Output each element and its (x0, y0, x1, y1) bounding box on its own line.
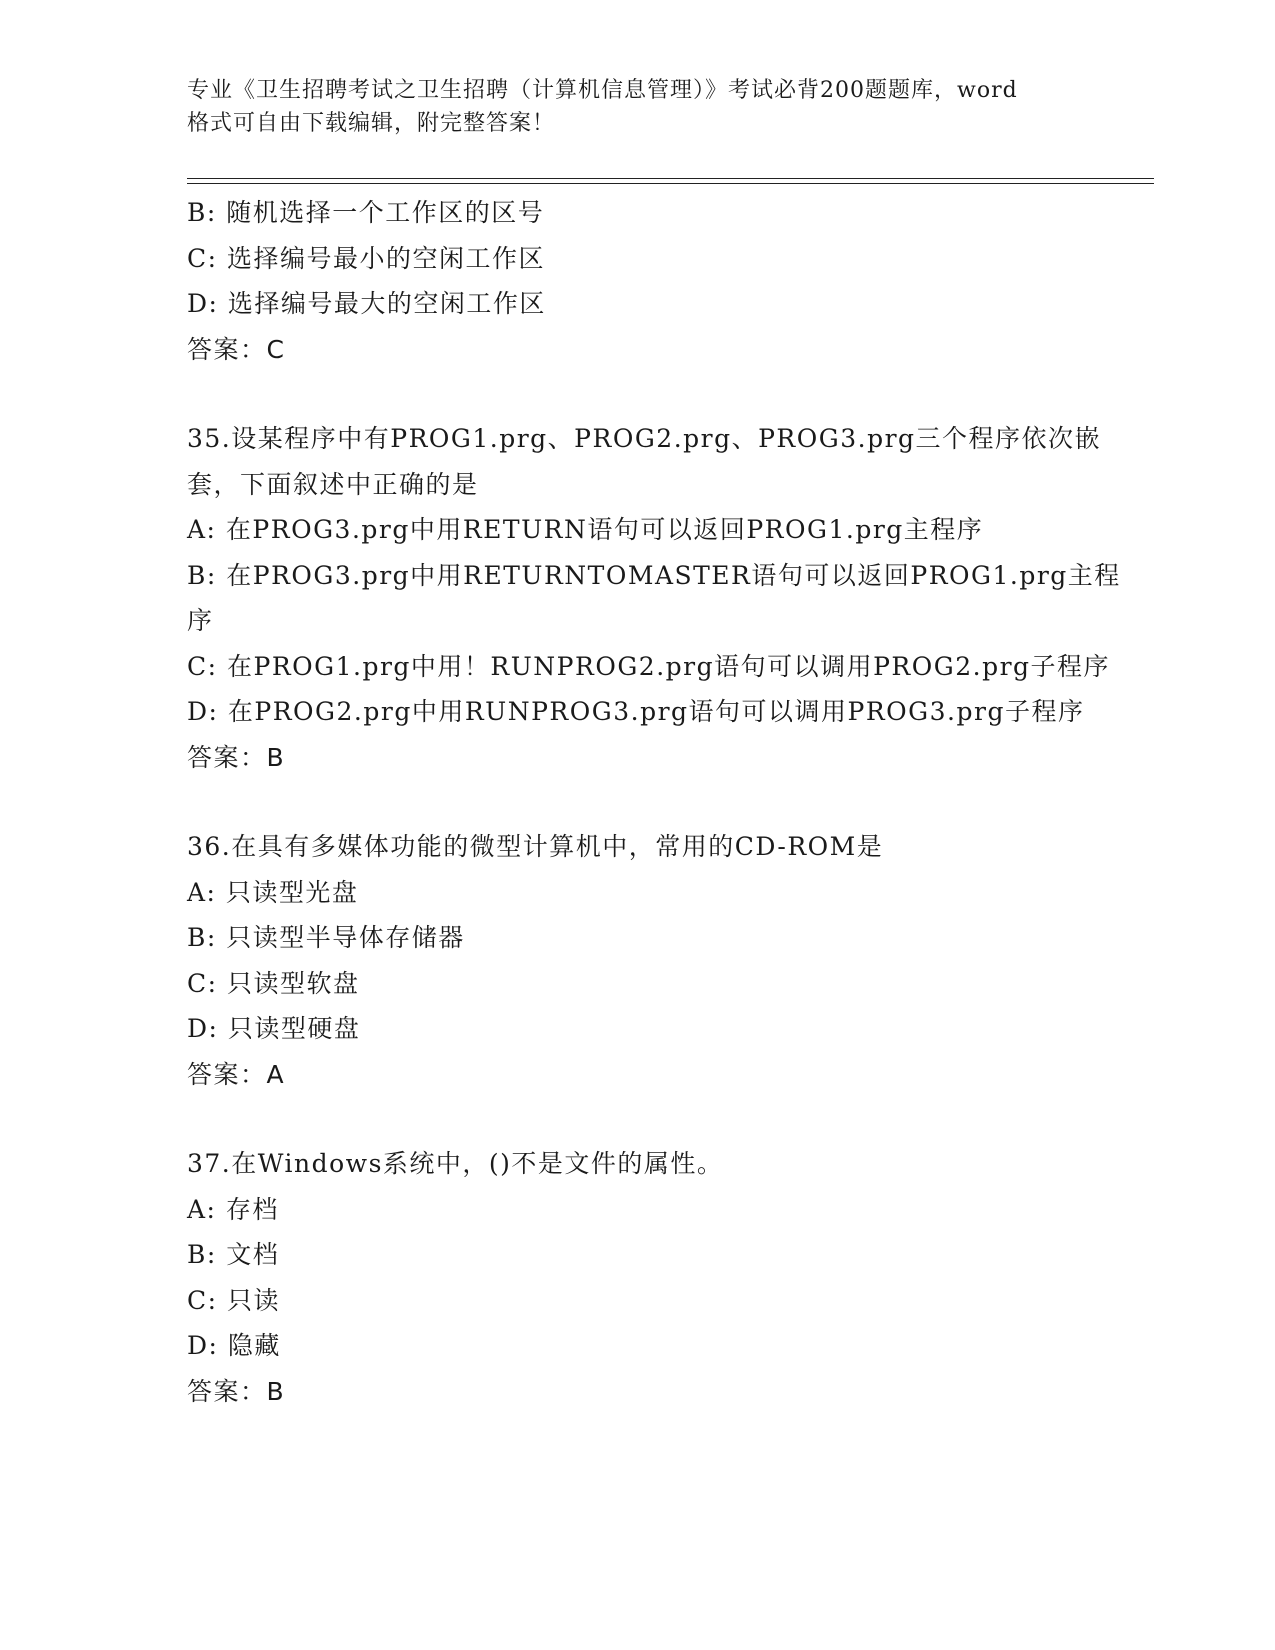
option-c: C: 只读型软盘 (187, 968, 360, 998)
option-d: D: 选择编号最大的空闲工作区 (187, 289, 546, 318)
spacer (187, 780, 1087, 824)
option-c: C: 在PROG1.prg中用！RUNPROG2.prg语句可以调用PROG2.prg子程序 (187, 651, 1111, 681)
question-stem-line-2: 套，下面叙述中正确的是 (187, 469, 479, 499)
header-line-1: 专业《卫生招聘考试之卫生招聘（计算机信息管理）》考试必背200题题库，word (187, 78, 1018, 103)
header-rule-bottom (187, 183, 1154, 184)
answer: 答案：C (187, 334, 286, 364)
question-stem-line-1: 35.设某程序中有PROG1.prg、PROG2.prg、PROG3.prg三个程序依次嵌 (187, 424, 1102, 453)
answer: 答案：B (187, 1376, 286, 1406)
option-c: C: 只读 (187, 1285, 280, 1315)
header-rule-top (187, 178, 1154, 179)
option-a: A: 存档 (187, 1194, 279, 1224)
question-35 (187, 416, 1121, 780)
question-37 (187, 1141, 1087, 1414)
option-b: B: 随机选择一个工作区的区号 (187, 198, 545, 227)
option-b: B: 只读型半导体存储器 (187, 923, 465, 952)
option-b: B: 文档 (187, 1240, 280, 1269)
answer: 答案：A (187, 1059, 286, 1089)
document-header (187, 74, 1087, 140)
question-34-tail (187, 190, 1087, 372)
question-36 (187, 824, 1087, 1097)
document-body (187, 190, 1121, 1414)
header-line-2: 格式可自由下载编辑，附完整答案！ (187, 111, 556, 136)
option-d: D: 隐藏 (187, 1331, 281, 1360)
spacer (187, 1097, 1087, 1141)
option-d: D: 在PROG2.prg中用RUNPROG3.prg语句可以调用PROG3.prg子程序 (187, 697, 1085, 726)
answer: 答案：B (187, 742, 286, 772)
option-a: A: 在PROG3.prg中用RETURN语句可以返回PROG1.prg主程序 (187, 515, 984, 544)
option-c: C: 选择编号最小的空闲工作区 (187, 243, 545, 273)
option-b-line-2: 序 (187, 606, 214, 635)
spacer (187, 372, 1087, 416)
option-a: A: 只读型光盘 (187, 877, 359, 907)
question-stem: 37.在Windows系统中，()不是文件的属性。 (187, 1149, 724, 1178)
option-d: D: 只读型硬盘 (187, 1014, 361, 1043)
option-b-line-1: B: 在PROG3.prg中用RETURNTOMASTER语句可以返回PROG1.prg主程 (187, 560, 1121, 590)
question-stem: 36.在具有多媒体功能的微型计算机中，常用的CD-ROM是 (187, 832, 884, 861)
